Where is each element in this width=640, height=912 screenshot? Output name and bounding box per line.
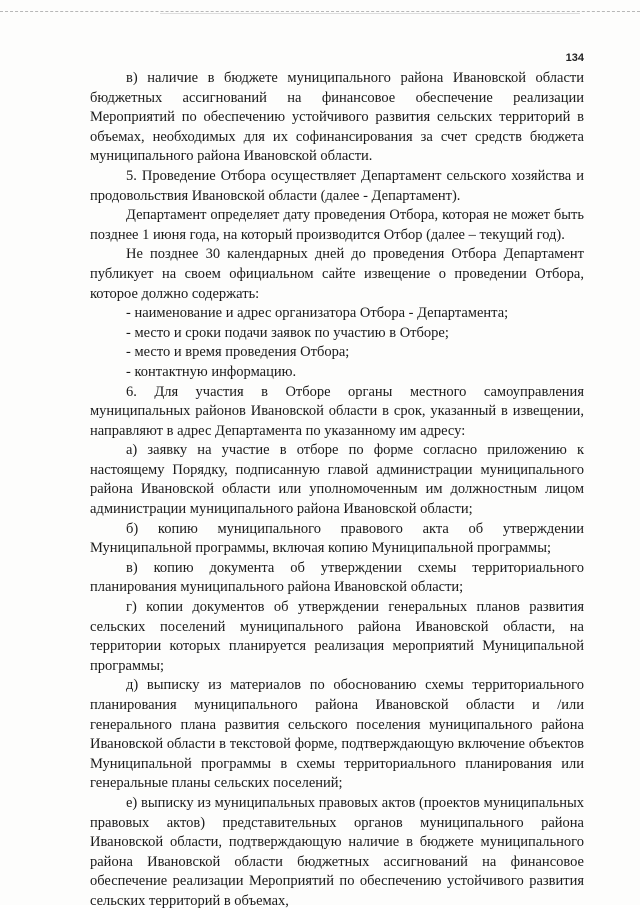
paragraph-section-5: 5. Проведение Отбора осуществляет Департамент сельского хозяйства и продовольствия Ивановской области (далее - Департамент).	[90, 167, 584, 204]
scan-top-edge	[0, 11, 640, 12]
list-item-submission-place: - место и сроки подачи заявок по участию в Отборе;	[126, 324, 449, 341]
paragraph-notice-publication: Не позднее 30 календарных дней до проведения Отбора Департамент публикует на своем официальном сайте извещение о проведении Отбора, которое должно содержать:	[90, 246, 584, 302]
item-g-general-plans: г) копии документов об утверждении генеральных планов развития сельских поселений муниципального района Ивановской области, на территории которых планируется реализация мероприятий Муниципальной программы;	[90, 599, 584, 674]
paragraph-section-6: 6. Для участия в Отборе органы местного самоуправления муниципальных районов Ивановской области в срок, указанный в извещении, направляют в адрес Департамента по указанному им адресу:	[90, 383, 584, 439]
scan-top-edge-shadow	[160, 13, 580, 14]
item-e-extract-legal-acts: е) выписку из муниципальных правовых актов (проектов муниципальных правовых актов) представительных органов муниципального района Ивановской области, подтверждающую наличие в бюджете муниципального района Ивановской области бюджетных ассигнований на финансовое обеспечение реализации Мероприятий по обеспечению устойчивого развития сельских территорий в объемах,	[90, 794, 584, 909]
paragraph-budget-condition: в) наличие в бюджете муниципального района Ивановской области бюджетных ассигнований на финансовое обеспечение реализации Мероприятий по обеспечению устойчивого развития сельских территорий в объемах, необходимых для их софинансирования за счет средств бюджета муниципального района Ивановской области.	[90, 70, 584, 165]
page-number: 134	[565, 52, 584, 64]
item-b-program-act: б) копию муниципального правового акта об утверждении Муниципальной программы, включая копию Муниципальной программы;	[90, 520, 584, 557]
item-a-application: а) заявку на участие в отборе по форме согласно приложению к настоящему Порядку, подписанную главой администрации муниципального района Ивановской области или уполномоченным им должностным лицом администрации муниципального района Ивановской области;	[90, 442, 584, 518]
document-body	[90, 69, 584, 912]
list-item-contact-info: - контактную информацию.	[126, 363, 297, 380]
item-v-planning-scheme: в) копию документа об утверждении схемы территориального планирования муниципального района Ивановской области;	[90, 559, 584, 596]
list-item-selection-place: - место и время проведения Отбора;	[126, 344, 350, 361]
list-item-organizer: - наименование и адрес организатора Отбора - Департамента;	[126, 305, 509, 322]
item-d-extract-materials: д) выписку из материалов по обоснованию схемы территориального планирования муниципального района Ивановской области и /или генерального плана развития сельского поселения муниципального района Ивановской области в текстовой форме, подтверждающую включение объектов Муниципальной программы в схемы территориального планирования или генеральные планы сельских поселений;	[90, 677, 584, 792]
paragraph-selection-date: Департамент определяет дату проведения Отбора, которая не может быть позднее 1 июня года, на который производится Отбор (далее – текущий год).	[90, 207, 584, 243]
